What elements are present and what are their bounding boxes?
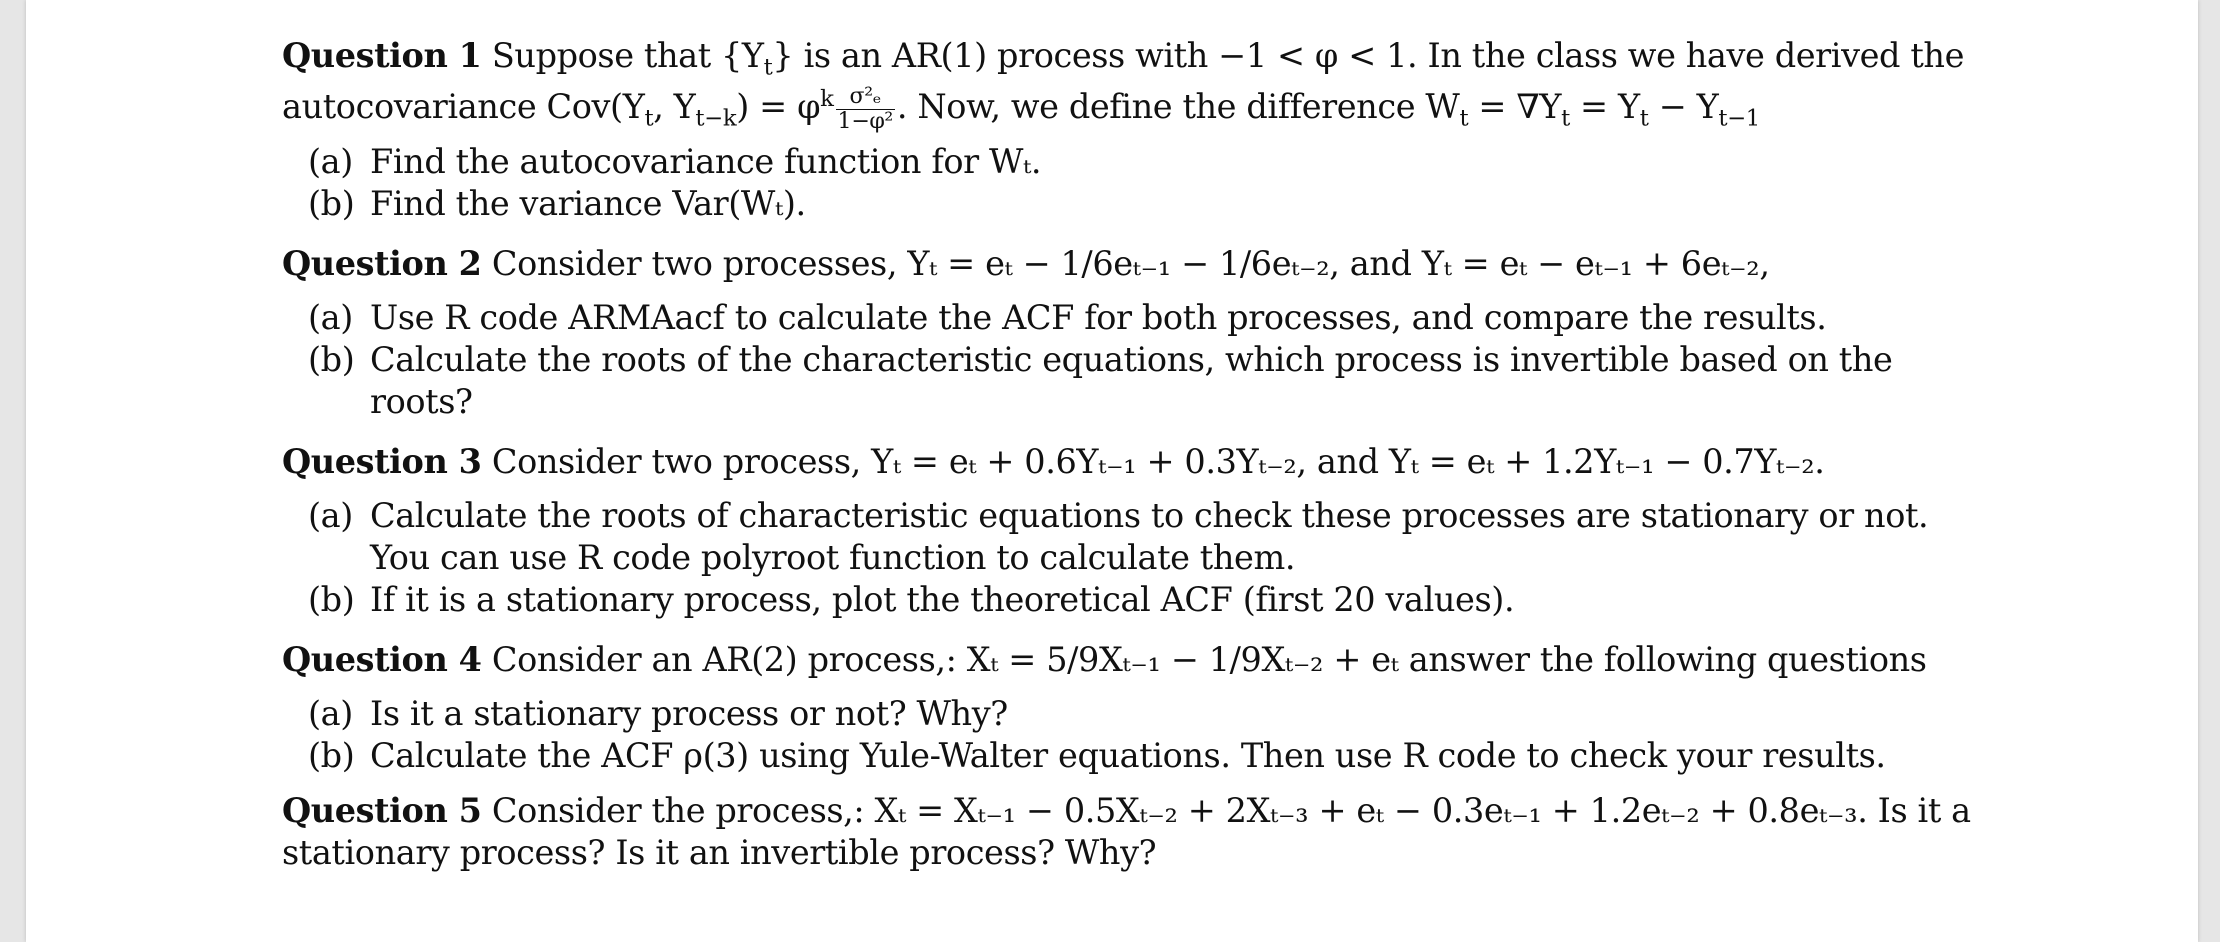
question-4: [282, 634, 1982, 777]
part-label: (a): [308, 693, 353, 733]
question-2-line-1: [282, 238, 1982, 289]
question-2-label: Question 2: [282, 243, 482, 283]
question-1-line2-a: autocovariance Cov(Y: [282, 87, 645, 126]
question-5-label: Question 5: [282, 790, 482, 830]
part-label: (b): [308, 579, 355, 619]
part-label: (b): [308, 735, 355, 775]
part-label: (b): [308, 339, 355, 379]
question-1-part-b: [308, 183, 1982, 225]
part-text: Calculate the ACF ρ(3) using Yule-Walter equations. Then use R code to check your results.: [370, 735, 1886, 775]
question-1: [282, 30, 1982, 225]
part-label: (a): [308, 297, 353, 337]
variance-fraction-denominator: 1−φ²: [837, 107, 893, 134]
part-text: Find the autocovariance function for Wₜ.: [370, 141, 1042, 181]
part-text: Calculate the roots of characteristic equations to check these processes are stationary or not. You can use R code polyroot function to calculate them.: [370, 495, 1929, 577]
question-1-line2-d: . Now, we define the difference W: [896, 87, 1460, 126]
question-5-text: Consider the process,: Xₜ = Xₜ₋₁ − 0.5Xₜ₋₂ + 2Xₜ₋₃ + eₜ − 0.3eₜ₋₁ + 1.2eₜ₋₂ + 0.8eₜ₋₃. Is it a stationary process? Is it an invertible process? Why?: [282, 790, 1971, 872]
question-list: [282, 30, 1982, 887]
part-text: If it is a stationary process, plot the theoretical ACF (first 20 values).: [370, 579, 1515, 619]
question-2-parts: [282, 297, 1982, 423]
part-label: (a): [308, 495, 353, 535]
question-1-parts: [282, 141, 1982, 225]
question-1-line2-g: − Y: [1648, 87, 1719, 126]
question-4-line-1: [282, 634, 1982, 685]
question-2: [282, 238, 1982, 423]
question-4-label: Question 4: [282, 639, 482, 679]
variance-fraction: [836, 85, 895, 132]
question-4-parts: [282, 693, 1982, 777]
part-text: Use R code ARMAacf to calculate the ACF for both processes, and compare the results.: [370, 297, 1827, 337]
question-3: [282, 436, 1982, 621]
question-2-part-b: [308, 339, 1982, 423]
question-2-part-a: [308, 297, 1982, 339]
part-text: Calculate the roots of the characteristic equations, which process is invertible based on the roots?: [370, 339, 1893, 421]
question-1-line-2: autocovariance $Cov(Y_t$, $Y_{t-k}) = \varphi^k$ $\frac{\text{σ²ₑ}}{\text{1−φ²}}$ . Now, we define the difference $W_t = \nabla Y_t = Y_t - Y_{t-1}$: [282, 83, 1760, 134]
question-4-text: Consider an AR(2) process,: Xₜ = 5/9Xₜ₋₁ − 1/9Xₜ₋₂ + eₜ answer the following questions: [491, 639, 1927, 679]
question-3-parts: [282, 495, 1982, 621]
question-1-line-1: Question 1 Suppose that $\{Y_t\}$ is an AR(1) process with −1 < φ < 1. In the class we have derived the: [282, 36, 1964, 81]
question-5-body: [282, 790, 1982, 874]
variance-fraction-numerator: σ²ₑ: [836, 85, 895, 109]
question-1-text-b: } is an AR(1) process with −1 < φ < 1. In the class we have derived the: [772, 36, 1964, 75]
question-1-part-a: [308, 141, 1982, 183]
question-1-line2-e: = ∇Y: [1468, 87, 1562, 126]
question-1-line2-c: ) = φ: [736, 87, 821, 126]
question-3-part-b: [308, 579, 1982, 621]
question-3-label: Question 3: [282, 441, 482, 481]
question-5: [282, 790, 1982, 874]
part-label: (b): [308, 183, 355, 223]
part-text: Find the variance Var(Wₜ).: [370, 183, 806, 223]
question-1-text-a: Suppose that {Y: [491, 36, 764, 75]
question-1-label: Question 1: [282, 36, 482, 75]
question-2-text: Consider two processes, Yₜ = eₜ − 1/6eₜ₋₁ − 1/6eₜ₋₂, and Yₜ = eₜ − eₜ₋₁ + 6eₜ₋₂,: [491, 243, 1770, 283]
question-4-part-a: [308, 693, 1982, 735]
question-1-line2-b: , Y: [653, 87, 696, 126]
question-3-part-a: [308, 495, 1982, 579]
question-3-text: Consider two process, Yₜ = eₜ + 0.6Yₜ₋₁ + 0.3Yₜ₋₂, and Yₜ = eₜ + 1.2Yₜ₋₁ − 0.7Yₜ₋₂.: [491, 441, 1825, 481]
question-3-line-1: [282, 436, 1982, 487]
part-text: Is it a stationary process or not? Why?: [370, 693, 1008, 733]
part-label: (a): [308, 141, 353, 181]
document-page: [26, 0, 2198, 942]
question-4-part-b: [308, 735, 1982, 777]
question-1-line2-f: = Y: [1569, 87, 1640, 126]
